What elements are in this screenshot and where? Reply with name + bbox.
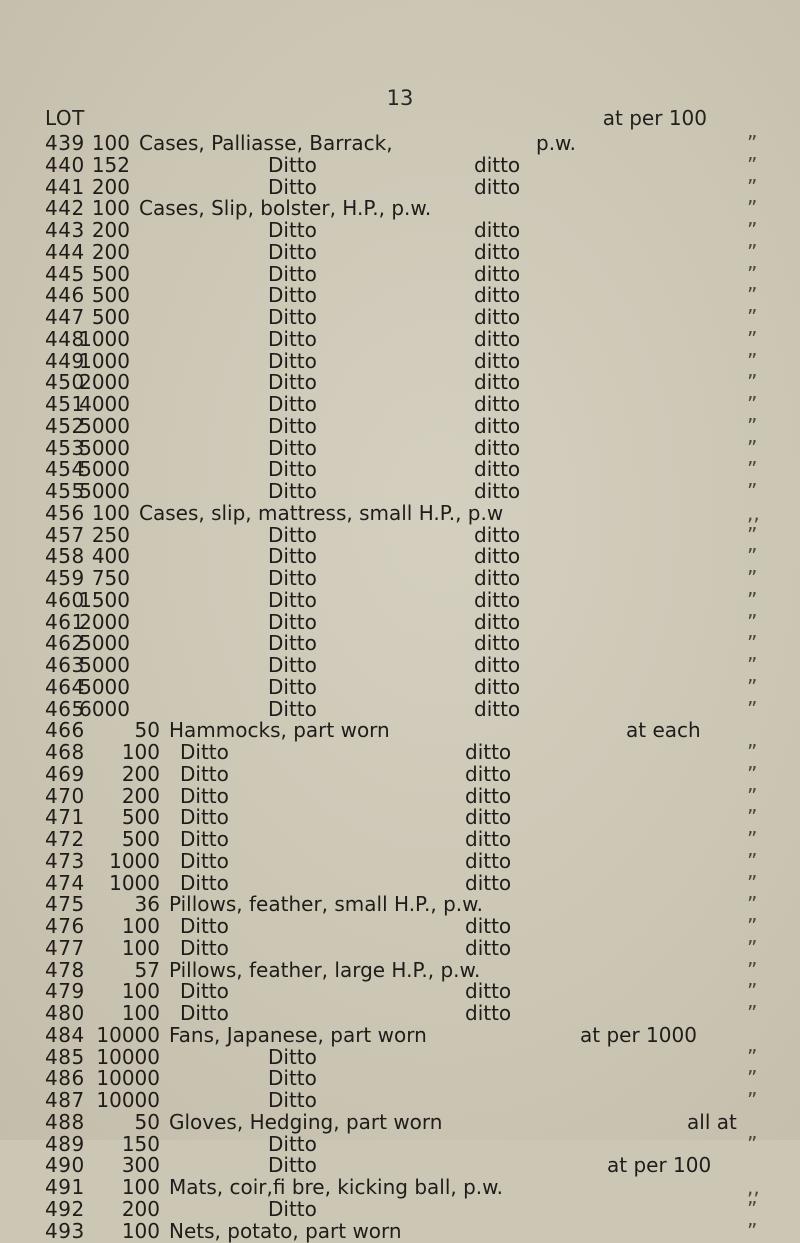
ditto-quote-mark: ”: [747, 392, 758, 416]
ditto-quote-mark: ”: [747, 457, 758, 482]
quantity: 300: [121, 1153, 160, 1178]
item-description: Fans, Japanese, part worn: [169, 1022, 427, 1047]
ditto-quote-mark: ”: [747, 587, 758, 612]
item-description: Cases, slip, mattress, small H.P., p.w: [139, 500, 504, 525]
lot-number: 490: [45, 1153, 85, 1178]
ditto-mark: Ditto: [268, 152, 317, 177]
ditto-quote-mark: ”: [747, 1001, 758, 1025]
table-row: [0, 415, 800, 437]
lot-number: 459: [45, 566, 85, 590]
table-row: [0, 1089, 800, 1111]
ditto-quote-mark: ”: [747, 435, 758, 460]
ditto-quote-mark: ”: [747, 653, 758, 677]
table-row: [0, 893, 800, 915]
lot-number: 488: [45, 1109, 85, 1134]
quantity: 500: [91, 283, 130, 308]
ditto-mark: Ditto: [180, 805, 229, 830]
item-description: Hammocks, part worn: [169, 718, 390, 743]
lot-number: 449: [45, 348, 85, 373]
ditto-mark-second: ditto: [474, 587, 521, 612]
table-row: [0, 219, 800, 241]
ditto-quote-mark: ”: [747, 631, 758, 656]
ditto-mark: Ditto: [268, 1088, 317, 1112]
ditto-mark-second: ditto: [465, 870, 512, 895]
ditto-mark: Ditto: [268, 326, 317, 351]
lot-number: 445: [45, 261, 85, 286]
quantity: 10000: [96, 1066, 160, 1091]
table-row: [0, 937, 800, 959]
ditto-mark: Ditto: [268, 218, 317, 242]
item-description: Mats, coir,fi bre, kicking ball, p.w.: [169, 1175, 504, 1199]
ditto-mark: Ditto: [268, 631, 317, 656]
ditto-mark-second: ditto: [474, 283, 521, 308]
ditto-mark-second: ditto: [474, 457, 521, 482]
table-row: [0, 828, 800, 850]
ditto-quote-mark: ”: [747, 1218, 758, 1243]
table-row: [0, 328, 800, 350]
quantity: 200: [121, 761, 160, 786]
ditto-quote-mark: ”: [747, 827, 758, 851]
table-row: [0, 524, 800, 546]
ditto-mark: Ditto: [180, 740, 229, 764]
ditto-mark: Ditto: [268, 1131, 317, 1156]
lot-number: 447: [45, 305, 85, 329]
ditto-mark: Ditto: [268, 522, 317, 547]
ditto-mark-second: ditto: [474, 348, 521, 373]
quantity: 100: [121, 979, 160, 1004]
quantity: 5000: [79, 435, 130, 460]
table-row: [0, 632, 800, 654]
ditto-mark: Ditto: [268, 435, 317, 460]
ditto-mark: Ditto: [180, 870, 229, 895]
quantity: 200: [91, 239, 130, 264]
lot-number: 461: [45, 609, 85, 634]
ditto-quote-mark: ,,: [747, 500, 760, 525]
lot-number: 466: [45, 718, 85, 743]
ditto-quote-mark: ”: [747, 761, 758, 786]
ditto-quote-mark: ”: [747, 131, 758, 155]
ditto-quote-mark: ”: [747, 914, 758, 938]
lot-number: 472: [45, 827, 85, 851]
ditto-mark: Ditto: [268, 174, 317, 199]
lot-number: 455: [45, 479, 85, 503]
table-row: [0, 1220, 800, 1242]
ditto-mark: Ditto: [268, 674, 317, 699]
lot-number: 492: [45, 1196, 85, 1221]
table-row: [0, 350, 800, 372]
rate-heading: at per 100: [602, 106, 707, 130]
ditto-quote-mark: ”: [747, 674, 758, 699]
ditto-mark-second: ditto: [474, 370, 521, 395]
ditto-mark-second: ditto: [474, 696, 521, 721]
quantity: 4000: [79, 392, 130, 416]
quantity: 1000: [79, 348, 130, 373]
quantity: 1500: [79, 587, 130, 612]
quantity: 100: [121, 935, 160, 960]
ditto-mark-second: ditto: [474, 609, 521, 634]
ditto-mark-second: ditto: [474, 392, 521, 416]
ditto-quote-mark: ”: [747, 957, 758, 982]
lot-number: 444: [45, 239, 85, 264]
price-unit: p.w.: [536, 131, 576, 155]
quantity: 400: [91, 544, 130, 569]
ditto-quote-mark: ”: [747, 848, 758, 873]
quantity: 10000: [96, 1022, 160, 1047]
quantity: 100: [121, 1218, 160, 1243]
table-row: [0, 437, 800, 459]
ditto-quote-mark: ”: [747, 935, 758, 960]
lot-number: 478: [45, 957, 85, 982]
item-description: Nets, potato, part worn: [169, 1218, 402, 1243]
ditto-mark-second: ditto: [474, 479, 521, 503]
ditto-quote-mark: ”: [747, 1044, 758, 1069]
lot-number: 486: [45, 1066, 85, 1091]
ditto-mark-second: ditto: [465, 761, 512, 786]
table-row: [0, 284, 800, 306]
quantity: 150: [121, 1131, 160, 1156]
ditto-mark-second: ditto: [474, 653, 521, 677]
table-row: [0, 1133, 800, 1155]
quantity: 6000: [79, 696, 130, 721]
lot-number: 473: [45, 848, 85, 873]
ditto-mark: Ditto: [268, 1153, 317, 1178]
ditto-mark: Ditto: [268, 544, 317, 569]
ditto-quote-mark: ”: [747, 479, 758, 503]
quantity: 500: [121, 805, 160, 830]
item-description: Pillows, feather, large H.P., p.w.: [169, 957, 481, 982]
ditto-mark: Ditto: [268, 413, 317, 438]
quantity: 50: [134, 1109, 160, 1134]
quantity: 1000: [79, 326, 130, 351]
lot-number: 474: [45, 870, 85, 895]
table-row: [0, 611, 800, 633]
ditto-mark-second: ditto: [474, 326, 521, 351]
quantity: 1000: [109, 870, 160, 895]
table-row: [0, 1024, 800, 1046]
lot-number: 480: [45, 1001, 85, 1025]
table-row: [0, 719, 800, 741]
page-number: 13: [386, 86, 414, 110]
lot-number: 470: [45, 783, 85, 808]
ditto-mark-second: ditto: [474, 305, 521, 329]
quantity: 200: [91, 218, 130, 242]
lot-number: 462: [45, 631, 85, 656]
ditto-mark: Ditto: [268, 609, 317, 634]
lot-number: 493: [45, 1218, 85, 1243]
lot-number: 465: [45, 696, 85, 721]
ditto-quote-mark: ”: [747, 305, 758, 329]
ditto-quote-mark: ”: [747, 979, 758, 1004]
ditto-mark: Ditto: [268, 370, 317, 395]
table-row: [0, 176, 800, 198]
ditto-mark-second: ditto: [474, 413, 521, 438]
ditto-mark-second: ditto: [474, 152, 521, 177]
ditto-mark: Ditto: [180, 935, 229, 960]
table-row: [0, 241, 800, 263]
quantity: 750: [91, 566, 130, 590]
ditto-mark-second: ditto: [474, 435, 521, 460]
lot-number: 454: [45, 457, 85, 482]
ditto-quote-mark: ”: [747, 740, 758, 764]
quantity: 1000: [109, 848, 160, 873]
table-row: [0, 480, 800, 502]
quantity: 5000: [79, 631, 130, 656]
table-row: [0, 959, 800, 981]
quantity: 5000: [79, 479, 130, 503]
quantity: 200: [91, 174, 130, 199]
ditto-quote-mark: ”: [747, 326, 758, 351]
ditto-quote-mark: ”: [747, 1196, 758, 1221]
ditto-mark: Ditto: [268, 653, 317, 677]
lot-number: 452: [45, 413, 85, 438]
lot-number: 440: [45, 152, 85, 177]
ditto-mark: Ditto: [268, 479, 317, 503]
table-row: [0, 393, 800, 415]
ditto-mark: Ditto: [268, 1196, 317, 1221]
ditto-mark-second: ditto: [474, 239, 521, 264]
lot-number: 484: [45, 1022, 85, 1047]
lot-number: 456: [45, 500, 85, 525]
ditto-mark: Ditto: [268, 1044, 317, 1069]
ditto-quote-mark: ”: [747, 196, 758, 221]
lot-number: 460: [45, 587, 85, 612]
quantity: 500: [121, 827, 160, 851]
quantity: 500: [91, 261, 130, 286]
table-row: [0, 763, 800, 785]
ditto-mark: Ditto: [180, 783, 229, 808]
ditto-mark-second: ditto: [474, 261, 521, 286]
lot-number: 491: [45, 1175, 85, 1199]
ditto-quote-mark: ”: [747, 609, 758, 634]
ditto-mark-second: ditto: [465, 848, 512, 873]
table-row: [0, 980, 800, 1002]
lot-number: 458: [45, 544, 85, 569]
ditto-mark-second: ditto: [465, 740, 512, 764]
ditto-quote-mark: ”: [747, 522, 758, 547]
table-row: [0, 698, 800, 720]
ditto-mark: Ditto: [268, 239, 317, 264]
lot-number: 475: [45, 892, 85, 917]
ditto-quote-mark: ”: [747, 413, 758, 438]
quantity: 200: [121, 783, 160, 808]
table-row: [0, 502, 800, 524]
table-row: [0, 1046, 800, 1068]
lot-number: 487: [45, 1088, 85, 1112]
lot-number: 479: [45, 979, 85, 1004]
ditto-mark-second: ditto: [465, 805, 512, 830]
ditto-mark: Ditto: [180, 827, 229, 851]
ditto-mark-second: ditto: [474, 174, 521, 199]
quantity: 100: [91, 131, 130, 155]
lot-number: 442: [45, 196, 85, 221]
table-row: [0, 654, 800, 676]
ditto-mark-second: ditto: [474, 674, 521, 699]
ditto-mark: Ditto: [268, 392, 317, 416]
table-row: [0, 1002, 800, 1024]
ditto-mark: Ditto: [180, 979, 229, 1004]
ditto-quote-mark: ,,: [747, 1175, 760, 1199]
ditto-mark: Ditto: [268, 696, 317, 721]
ditto-mark-second: ditto: [465, 914, 512, 938]
ditto-quote-mark: ”: [747, 348, 758, 373]
quantity: 500: [91, 305, 130, 329]
quantity: 100: [121, 1175, 160, 1199]
table-row: [0, 458, 800, 480]
lot-number: 471: [45, 805, 85, 830]
lot-number: 463: [45, 653, 85, 677]
table-row: [0, 850, 800, 872]
quantity: 5000: [79, 674, 130, 699]
quantity: 2000: [79, 370, 130, 395]
lot-number: 453: [45, 435, 85, 460]
ditto-mark-second: ditto: [474, 218, 521, 242]
ditto-quote-mark: ”: [747, 283, 758, 308]
ditto-quote-mark: ”: [747, 370, 758, 395]
ditto-mark-second: ditto: [465, 979, 512, 1004]
table-row: [0, 1111, 800, 1133]
lot-number: 446: [45, 283, 85, 308]
ditto-mark: Ditto: [268, 305, 317, 329]
ditto-mark-second: ditto: [474, 544, 521, 569]
ditto-mark-second: ditto: [465, 1001, 512, 1025]
ditto-quote-mark: ”: [747, 174, 758, 199]
table-row: [0, 872, 800, 894]
ditto-mark: Ditto: [268, 566, 317, 590]
quantity: 100: [91, 500, 130, 525]
ditto-quote-mark: ”: [747, 544, 758, 569]
ditto-quote-mark: ”: [747, 566, 758, 590]
ditto-quote-mark: ”: [747, 870, 758, 895]
table-row: [0, 1154, 800, 1176]
item-description: Gloves, Hedging, part worn: [169, 1109, 443, 1134]
ditto-mark-second: ditto: [474, 566, 521, 590]
price-unit: at per 1000: [580, 1022, 697, 1047]
item-description: Cases, Slip, bolster, H.P., p.w.: [139, 196, 432, 221]
table-row: [0, 785, 800, 807]
lot-number: 450: [45, 370, 85, 395]
ditto-mark: Ditto: [180, 848, 229, 873]
lot-number: 439: [45, 131, 85, 155]
table-row: [0, 263, 800, 285]
table-row: [0, 1198, 800, 1220]
lot-number: 477: [45, 935, 85, 960]
table-row: [0, 589, 800, 611]
quantity: 10000: [96, 1088, 160, 1112]
quantity: 50: [134, 718, 160, 743]
lot-number: 451: [45, 392, 85, 416]
lot-number: 448: [45, 326, 85, 351]
table-row: [0, 567, 800, 589]
ditto-quote-mark: ”: [747, 1066, 758, 1091]
table-row: [0, 197, 800, 219]
ditto-mark-second: ditto: [474, 522, 521, 547]
ditto-mark: Ditto: [268, 457, 317, 482]
ditto-quote-mark: ”: [747, 805, 758, 830]
ditto-mark-second: ditto: [474, 631, 521, 656]
ditto-quote-mark: ”: [747, 218, 758, 242]
table-row: [0, 806, 800, 828]
quantity: 100: [91, 196, 130, 221]
item-description: Pillows, feather, small H.P., p.w.: [169, 892, 484, 917]
ditto-quote-mark: ”: [747, 1131, 758, 1156]
quantity: 100: [121, 1001, 160, 1025]
quantity: 250: [91, 522, 130, 547]
ditto-quote-mark: ”: [747, 892, 758, 917]
table-row: [0, 676, 800, 698]
ditto-mark: Ditto: [268, 348, 317, 373]
ditto-mark: Ditto: [268, 261, 317, 286]
quantity: 100: [121, 740, 160, 764]
quantity: 2000: [79, 609, 130, 634]
table-row: [0, 915, 800, 937]
lot-number: 485: [45, 1044, 85, 1069]
ditto-mark: Ditto: [268, 587, 317, 612]
quantity: 200: [121, 1196, 160, 1221]
item-description: Cases, Palliasse, Barrack,: [139, 131, 393, 155]
lot-number: 464: [45, 674, 85, 699]
table-row: [0, 132, 800, 154]
lot-column-heading: LOT: [45, 106, 85, 130]
price-unit: at per 100: [607, 1153, 712, 1178]
table-row: [0, 306, 800, 328]
price-unit: at each: [626, 718, 701, 743]
quantity: 5000: [79, 457, 130, 482]
ditto-mark: Ditto: [268, 1066, 317, 1091]
table-row: [0, 741, 800, 763]
lot-number: 469: [45, 761, 85, 786]
ditto-quote-mark: ”: [747, 261, 758, 286]
table-row: [0, 545, 800, 567]
lot-number: 441: [45, 174, 85, 199]
ditto-mark: Ditto: [268, 283, 317, 308]
table-row: [0, 154, 800, 176]
ditto-quote-mark: ”: [747, 152, 758, 177]
lot-number: 457: [45, 522, 85, 547]
quantity: 5000: [79, 653, 130, 677]
ditto-mark-second: ditto: [465, 827, 512, 851]
ditto-mark-second: ditto: [465, 783, 512, 808]
quantity: 36: [134, 892, 160, 917]
lot-number: 443: [45, 218, 85, 242]
lot-number: 476: [45, 914, 85, 938]
quantity: 57: [134, 957, 160, 982]
lot-number: 468: [45, 740, 85, 764]
ditto-mark: Ditto: [180, 914, 229, 938]
table-row: [0, 371, 800, 393]
ditto-quote-mark: ”: [747, 239, 758, 264]
table-row: [0, 1067, 800, 1089]
table-row: [0, 1176, 800, 1198]
quantity: 100: [121, 914, 160, 938]
ditto-quote-mark: ”: [747, 783, 758, 808]
ditto-mark: Ditto: [180, 761, 229, 786]
ditto-mark-second: ditto: [465, 935, 512, 960]
ditto-quote-mark: ”: [747, 696, 758, 721]
quantity: 10000: [96, 1044, 160, 1069]
price-unit: all at: [687, 1109, 737, 1134]
ditto-mark: Ditto: [180, 1001, 229, 1025]
quantity: 5000: [79, 413, 130, 438]
lot-number: 489: [45, 1131, 85, 1156]
quantity: 152: [91, 152, 130, 177]
ditto-quote-mark: ”: [747, 1088, 758, 1112]
